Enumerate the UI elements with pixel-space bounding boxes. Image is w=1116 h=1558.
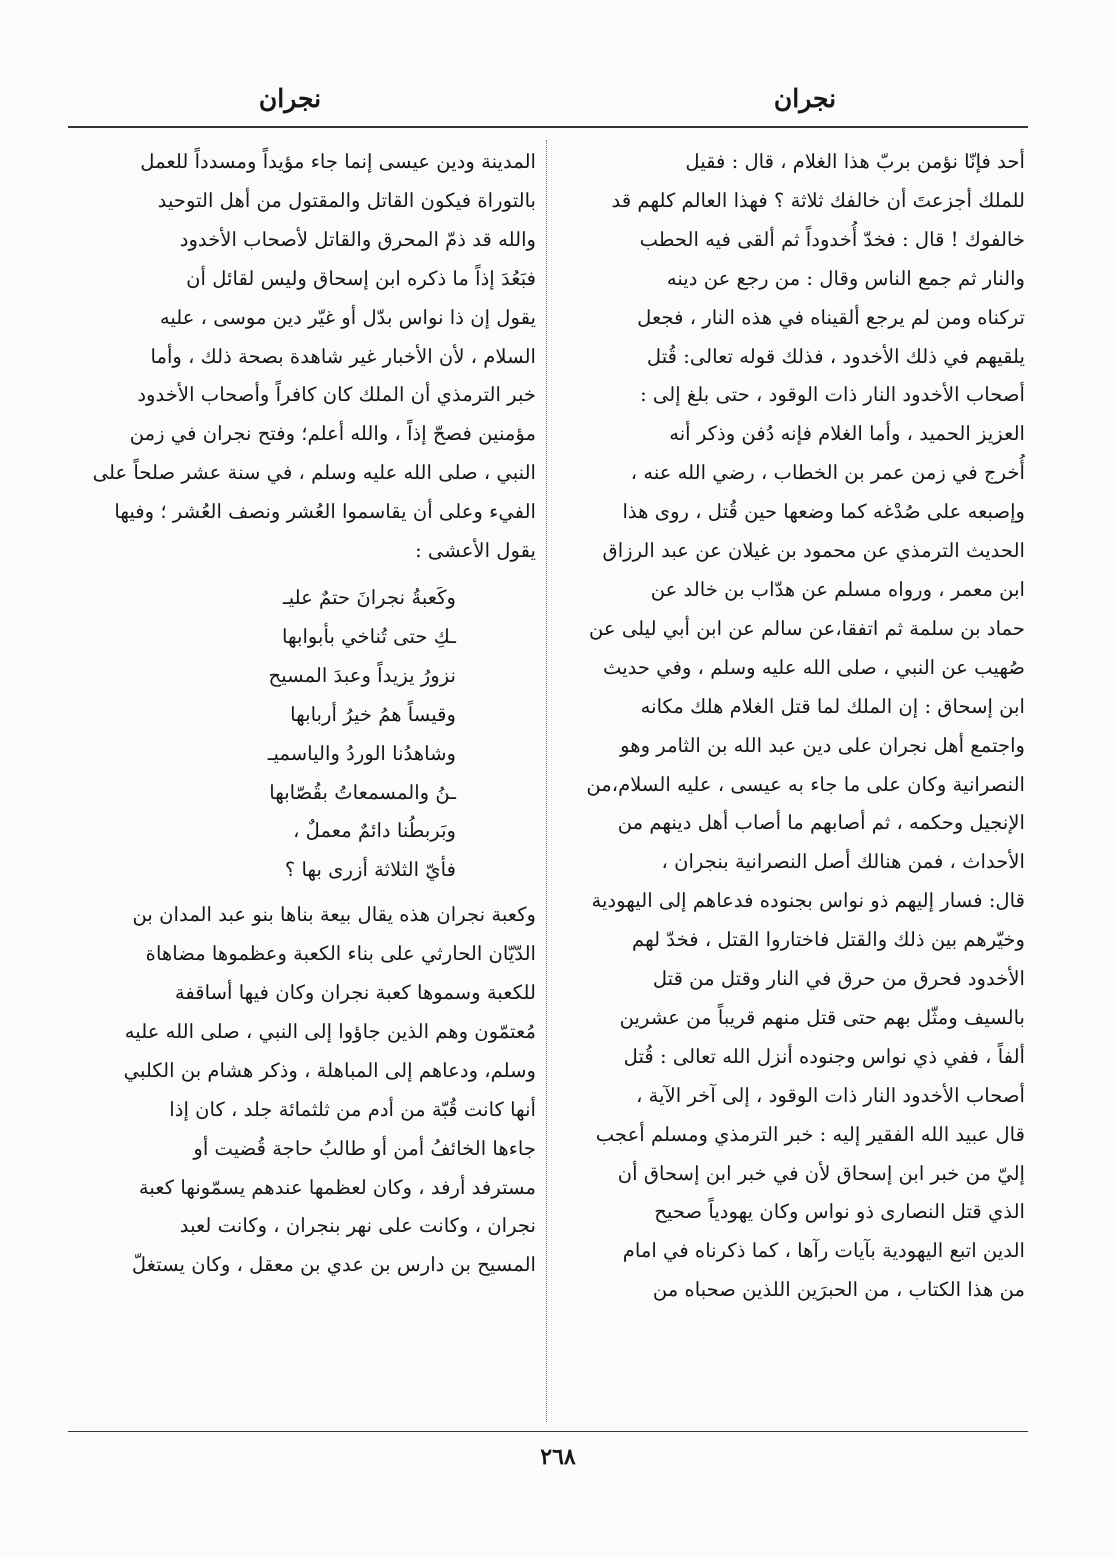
text-line: والله قد ذمّ المحرق والقاتل لأصحاب الأخدود: [179, 227, 536, 251]
text-line: وخيّرهم بين ذلك والقتل فاختاروا القتل ، فخدّ لهم: [632, 928, 1025, 952]
text-line: الذي قتل النصارى ذو نواس وكان يهودياً صحيح: [654, 1200, 1025, 1224]
text-line: العزيز الحميد ، وأما الغلام فإنه دُفن وذكر أنه: [669, 422, 1025, 446]
text-line: النبي ، صلى الله عليه وسلم ، في سنة عشر صلحاً على: [92, 461, 536, 485]
text-line: الإنجيل وحكمه ، ثم أصابهم ما أصاب أهل دينهم من: [617, 811, 1025, 835]
text-line: الدين اتبع اليهودية بآيات رآها ، كما ذكرناه في امام: [622, 1239, 1025, 1263]
poem-line: نزورُ يزيداً وعبدَ المسيح: [268, 663, 456, 687]
text-line: والنار ثم جمع الناس وقال : من رجع عن دينه: [666, 266, 1025, 290]
poem-line: وقيساً همُ خيرُ أربابها: [290, 702, 456, 726]
text-line: الأخدود فحرق من حرق في النار وقتل من قتل: [652, 967, 1025, 991]
text-line: مؤمنين فصحّ إذاً ، والله أعلم؛ وفتح نجران في زمن: [129, 422, 536, 446]
text-line: فبَعُدَ إذاً ما ذكره ابن إسحاق وليس لقائل أن: [186, 266, 536, 290]
text-line: الأحداث ، فمن هنالك أصل النصرانية بنجران ،: [661, 850, 1025, 874]
text-line: نجران ، وكانت على نهر بنجران ، وكانت لعبد: [179, 1214, 536, 1238]
text-line: تركناه ومن لم يرجع ألقيناه في هذه النار ، فجعل: [637, 305, 1025, 329]
text-line: من هذا الكتاب ، من الحبرَين اللذين صحباه من: [652, 1278, 1025, 1302]
page-number: ٢٦٨: [540, 1444, 576, 1470]
poem-block: [74, 579, 536, 890]
right-text-column: [557, 143, 1025, 1310]
text-line: السلام ، لأن الأخبار غير شاهدة بصحة ذلك ، وأما: [150, 344, 536, 368]
poem-line: ـنُ والمسمعاتُ بقُصّابها: [269, 780, 456, 804]
text-line: إليّ من خبر ابن إسحاق لأن في خبر ابن إسحاق أن: [617, 1161, 1025, 1185]
text-line: أُخرج في زمن عمر بن الخطاب ، رضي الله عنه ،: [630, 461, 1025, 485]
left-text-column: [74, 143, 536, 1285]
text-line: بالسيف ومثّل بهم حتى قتل منهم قريباً من عشرين: [619, 1005, 1025, 1029]
text-line: يقول الأعشى :: [415, 539, 536, 563]
text-line: وإصبعه على صُدْغه كما وضعها حين قُتل ، روى هذا: [622, 500, 1025, 524]
text-line: مُعتمّون وهم الذين جاؤوا إلى النبي ، صلى الله عليه: [124, 1019, 536, 1043]
header-rule: [68, 126, 1028, 128]
text-line: أحد فإنّا نؤمن بربّ هذا الغلام ، قال : فقيل: [685, 150, 1025, 173]
text-line: أصحاب الأخدود النار ذات الوقود ، حتى بلغ إلى :: [640, 383, 1025, 407]
text-line: بالتوراة فيكون القاتل والمقتول من أهل التوحيد: [157, 188, 536, 212]
text-line: الفيء وعلى أن يقاسموا العُشر ونصف العُشر ؛ وفيها: [114, 500, 536, 524]
poem-line: وشاهدُنا الوردُ والياسميـ: [267, 741, 456, 765]
text-line: ابن معمر ، ورواه مسلم عن هدّاب بن خالد عن: [650, 577, 1025, 601]
text-line: وسلم، ودعاهم إلى المباهلة ، وذكر هشام بن الكلبي: [123, 1058, 536, 1082]
text-line: المسيح بن دارس بن عدي بن معقل ، وكان يستغلّ: [131, 1253, 536, 1277]
text-line: ألفاً ، ففي ذي نواس وجنوده أنزل الله تعالى : قُتل: [623, 1044, 1025, 1068]
poem-line: فأيّ الثلاثة أزرى بها ؟: [284, 858, 456, 882]
text-line: أنها كانت قُبّة من أدم من ثلثمائة جلد ، كان إذا: [169, 1097, 536, 1121]
column-divider: [546, 140, 547, 1422]
text-line: أصحاب الأخدود النار ذات الوقود ، إلى آخر الآية ،: [636, 1083, 1025, 1107]
right-running-header: نجران: [773, 84, 837, 113]
text-line: يقول إن ذا نواس بدّل أو غيّر دين موسى ، عليه: [159, 305, 536, 329]
text-line: وكعبة نجران هذه يقال بيعة بناها بنو عبد المدان بن: [132, 903, 536, 927]
text-line: للملك أجزعتَ أن خالفك ثلاثة ؟ فهذا العالم كلهم قد: [611, 188, 1025, 212]
text-line: جاءها الخائفُ أمن أو طالبُ حاجة قُضيت أو: [193, 1136, 536, 1160]
text-line: مسترفد أرفد ، وكان لعظمها عندهم يسمّونها كعبة: [138, 1175, 536, 1199]
text-line: خالفوك ! قال : فخدّ أُخدوداً ثم ألقى فيه الحطب: [639, 227, 1025, 251]
poem-line: وبَربطُنا دائمٌ معملٌ ،: [293, 819, 456, 843]
text-line: ابن إسحاق : إن الملك لما قتل الغلام هلك مكانه: [640, 694, 1025, 718]
text-line: يلقيهم في ذلك الأخدود ، فذلك قوله تعالى: قُتل: [646, 344, 1025, 368]
text-line: النصرانية وكان على ما جاء به عيسى ، عليه السلام،من: [586, 772, 1025, 796]
text-line: قال عبيد الله الفقير إليه : خبر الترمذي ومسلم أعجب: [595, 1122, 1025, 1146]
footer-rule: [68, 1431, 1028, 1432]
text-line: الحديث الترمذي عن محمود بن غيلان عن عبد الرزاق: [602, 539, 1025, 563]
text-line: صُهيب عن النبي ، صلى الله عليه وسلم ، وفي حديث: [602, 655, 1025, 679]
text-line: حماد بن سلمة ثم اتفقا،عن سالم عن ابن أبي ليلى عن: [589, 616, 1025, 640]
text-line: خبر الترمذي أن الملك كان كافراً وأصحاب الأخدود: [137, 383, 536, 407]
poem-line: ـكِ حتى تُناخي بأبوابها: [282, 624, 456, 648]
text-line: قال: فسار إليهم ذو نواس بجنوده فدعاهم إلى اليهودية: [591, 889, 1025, 913]
text-line: المدينة ودين عيسى إنما جاء مؤيداً ومسدداً للعمل: [140, 150, 536, 173]
left-running-header: نجران: [258, 84, 322, 113]
text-line: الدّيّان الحارثي على بناء الكعبة وعظموها مضاهاة: [145, 942, 536, 966]
poem-line: وكَعبةُ نجرانَ حتمٌ عليـ: [283, 585, 456, 609]
text-line: واجتمع أهل نجران على دين عبد الله بن الثامر وهو: [620, 733, 1025, 757]
text-line: للكعبة وسموها كعبة نجران وكان فيها أساقفة: [174, 981, 536, 1005]
